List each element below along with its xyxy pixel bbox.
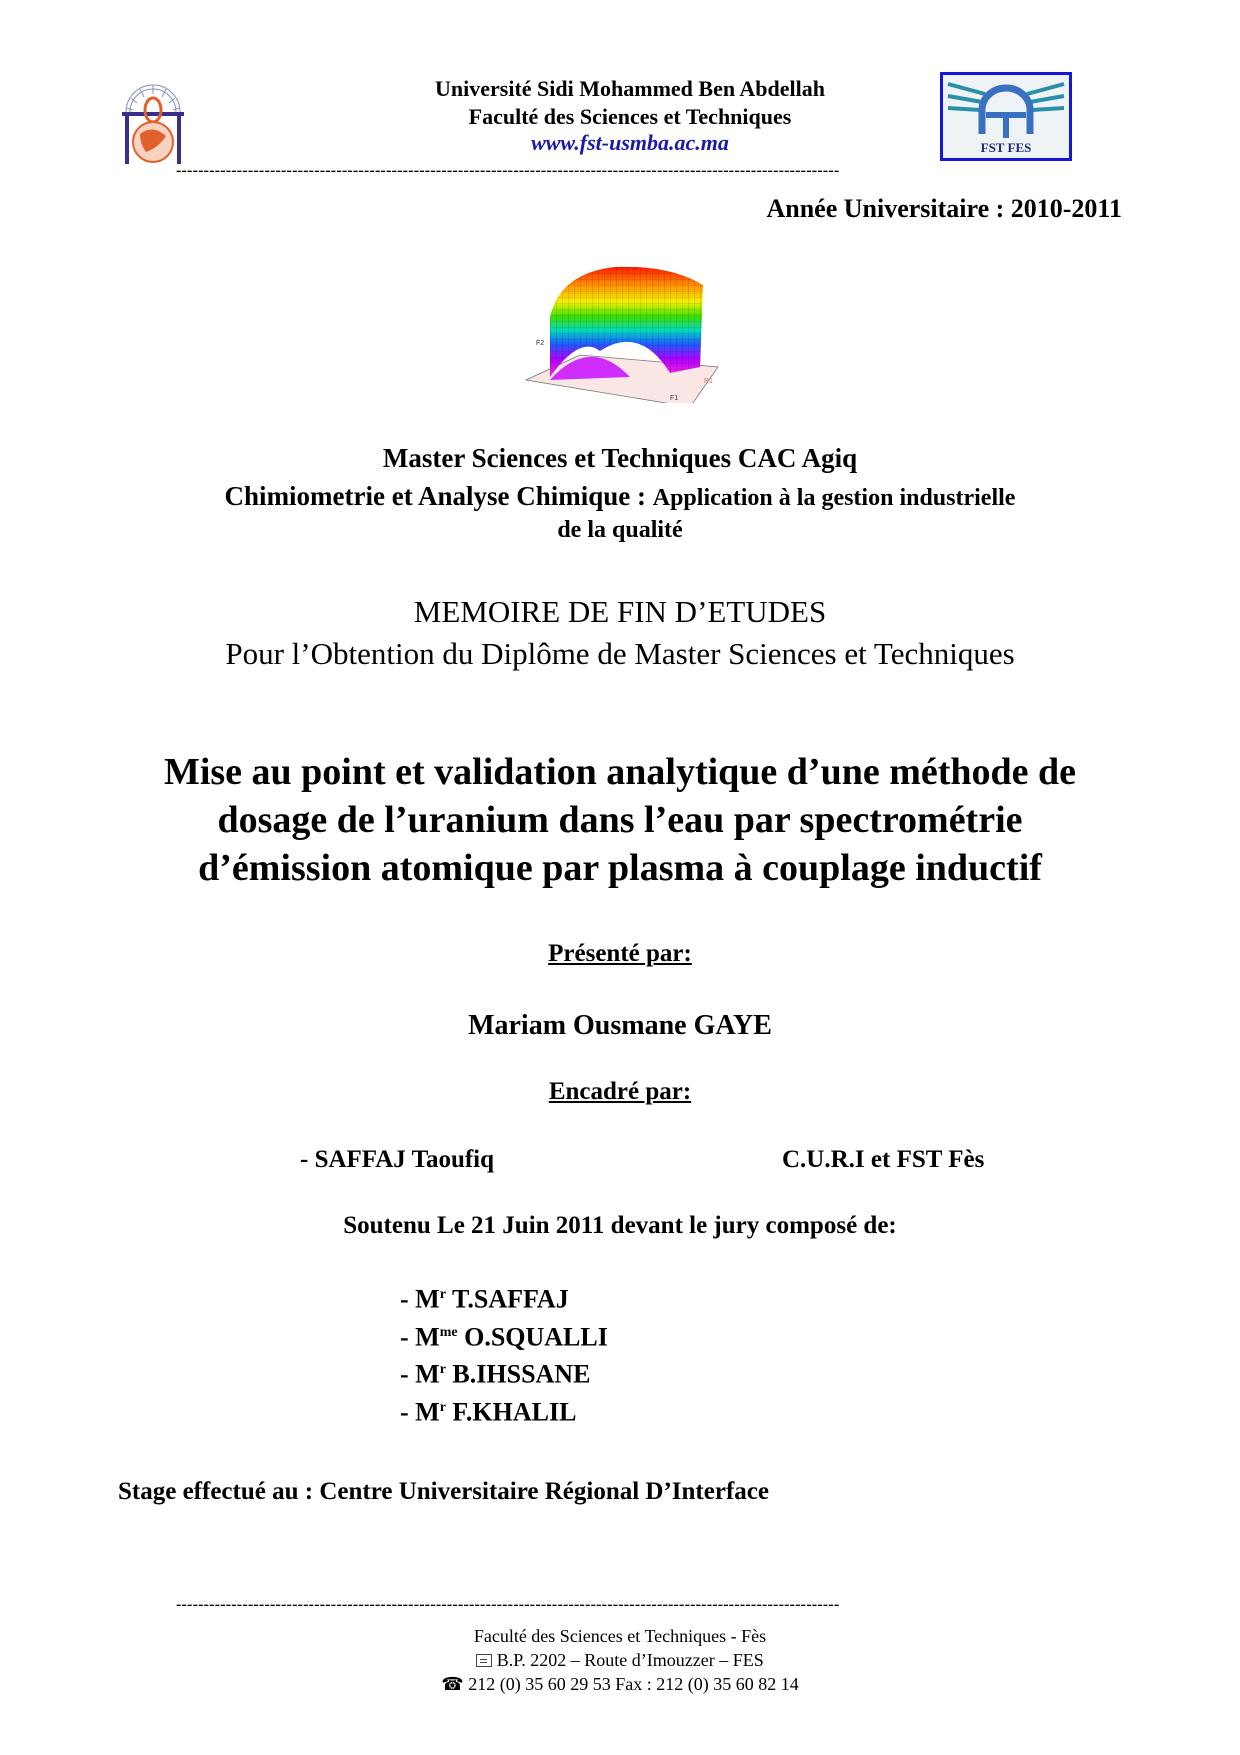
specialty-application: Application à la gestion industrielle bbox=[652, 485, 1016, 511]
author-name: Mariam Ousmane GAYE bbox=[468, 1010, 772, 1041]
footer-address: B.P. 2202 – Route d’Imouzzer – FES bbox=[0, 1648, 1240, 1672]
faculty-name: Faculté des Sciences et Techniques bbox=[468, 104, 792, 129]
thesis-title-line: d’émission atomique par plasma à couplage inductif bbox=[198, 847, 1042, 889]
internship-location: Stage effectué au : Centre Universitaire Régional D’Interface bbox=[118, 1478, 769, 1505]
thesis-title-line: dosage de l’uranium dans l’eau par spectrométrie bbox=[217, 799, 1023, 841]
website-link[interactable]: www.fst-usmba.ac.ma bbox=[531, 130, 729, 155]
header-separator: ------------------------------------------------------------------------------------------------------------------------ bbox=[176, 162, 840, 179]
svg-text:F1: F1 bbox=[670, 395, 679, 402]
svg-text:R1: R1 bbox=[704, 378, 713, 385]
jury-member: - $M^{me}$ O.SQUALLI bbox=[400, 1322, 608, 1352]
diploma-purpose: Pour l’Obtention du Diplôme de Master Sciences et Techniques bbox=[225, 636, 1015, 671]
usmba-emblem-logo bbox=[118, 74, 188, 166]
university-name: Université Sidi Mohammed Ben Abdellah bbox=[435, 76, 825, 101]
footer-phone-fax: ☎ 212 (0) 35 60 29 53 Fax : 212 (0) 35 60 82 14 bbox=[441, 1674, 799, 1694]
svg-text:F2: F2 bbox=[536, 340, 545, 347]
specialty-name: Chimiometrie et Analyse Chimique : bbox=[224, 481, 653, 511]
footer-faculty: Faculté des Sciences et Techniques - Fès bbox=[473, 1626, 767, 1646]
defense-statement: Soutenu Le 21 Juin 2011 devant le jury composé de: bbox=[343, 1212, 897, 1239]
master-specialty bbox=[0, 478, 1240, 516]
thesis-title-line: Mise au point et validation analytique d’une méthode de bbox=[163, 751, 1077, 793]
specialty-continuation: de la qualité bbox=[557, 517, 683, 543]
supervisor-affiliation: C.U.R.I et FST Fès bbox=[782, 1146, 985, 1173]
fst-fes-logo bbox=[940, 72, 1072, 161]
supervised-by-label: Encadré par: bbox=[548, 1078, 692, 1105]
jury-member: - $M^r$ F.KHALIL bbox=[400, 1397, 577, 1427]
academic-year: Année Universitaire : 2010-2011 bbox=[766, 194, 1122, 223]
fst-fes-logo-text: FST FES bbox=[980, 140, 1032, 155]
thesis-title bbox=[0, 748, 1240, 892]
jury-member: - $M^r$ T.SAFFAJ bbox=[400, 1284, 569, 1314]
footer-separator: ------------------------------------------------------------------------------------------------------------------------ bbox=[176, 1596, 840, 1613]
mailbox-icon bbox=[476, 1654, 492, 1667]
telephone-icon: ☎ bbox=[441, 1674, 464, 1694]
master-program-title: Master Sciences et Techniques CAC Agiq bbox=[382, 443, 858, 473]
jury-member: - $M^r$ B.IHSSANE bbox=[400, 1359, 591, 1389]
presented-by-label: Présenté par: bbox=[548, 940, 692, 967]
jury-list bbox=[400, 1278, 608, 1429]
supervisor-name: - SAFFAJ Taoufiq bbox=[300, 1146, 495, 1173]
memoire-heading: MEMOIRE DE FIN D’ETUDES bbox=[413, 594, 827, 629]
response-surface-figure bbox=[520, 255, 720, 403]
